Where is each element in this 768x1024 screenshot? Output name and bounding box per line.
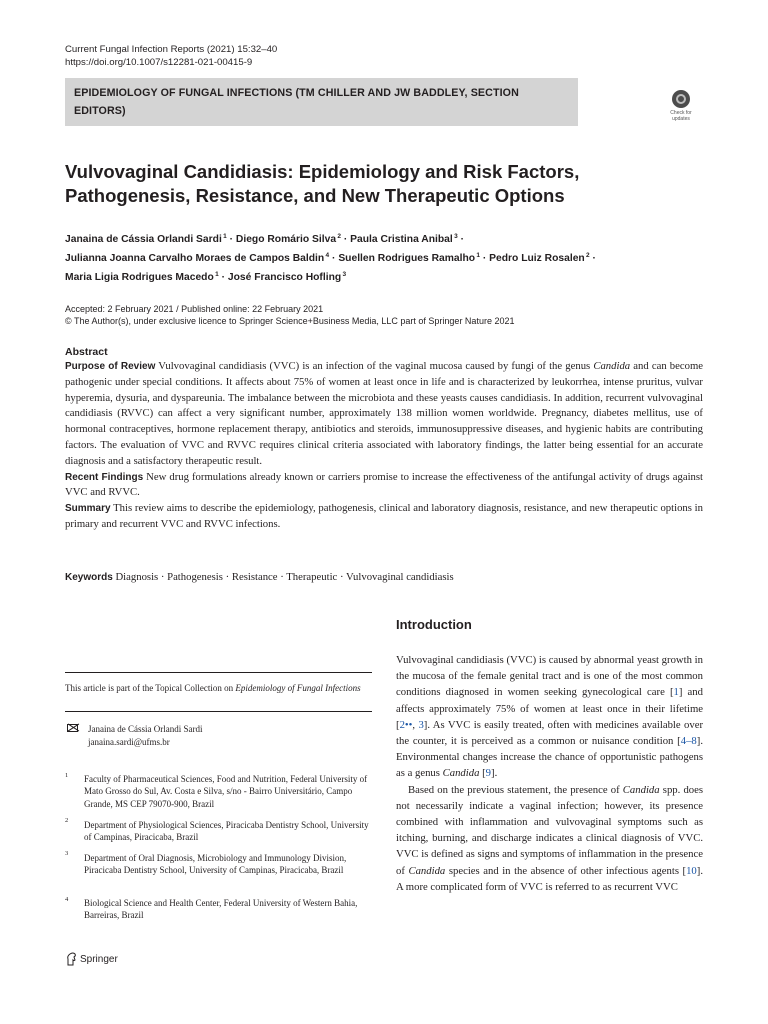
affiliation-text: Biological Science and Health Center, Federal University of Western Bahia, Barreiras, Brazil (84, 898, 358, 921)
author-name[interactable]: Paula Cristina Anibal (350, 234, 453, 245)
abstract-findings-label: Recent Findings (65, 471, 144, 483)
affiliation-text: Department of Oral Diagnosis, Microbiology and Immunology Division, Piracicaba Dentistry School, University of Campinas, Piracicaba, Brazil (84, 853, 347, 876)
article-title: Vulvovaginal Candidiasis: Epidemiology and Risk Factors, Pathogenesis, Resistance, and New Therapeutic Options (65, 161, 580, 206)
springer-horse-icon (65, 952, 78, 966)
footnote-divider (65, 711, 372, 712)
corresponding-author-email[interactable]: janaina.sardi@ufms.br (88, 737, 170, 747)
abstract-body (65, 359, 703, 533)
publisher-name: Springer (80, 954, 118, 965)
citation-link[interactable]: 1 (673, 686, 679, 699)
topical-collection-link[interactable]: Epidemiology of Fungal Infections (235, 683, 361, 693)
affiliation-number: 1 (65, 772, 69, 779)
copyright-line (65, 315, 514, 327)
keywords (65, 570, 665, 585)
crossmark-ring (676, 94, 686, 104)
paragraph: Vulvovaginal candidiasis (VVC) is caused by abnormal yeast growth in the mucosa of the female genital tract and is one of the most common conditions diagnosed in women seeking gynecological care [1] and affects approximately 75% of women at least once in their lifetime [2••, 3]. As VVC is easily treated, often with medicines available over the counter, it is perceived as a common or nuisance condition [4–8]. Environmental changes increase the chance of opportunistic pathogens as a genus Candida [9]. (396, 654, 704, 780)
doi-link[interactable]: https://doi.org/10.1007/s12281-021-00415-9 (65, 57, 253, 68)
keywords-label: Keywords (65, 572, 113, 583)
abstract-heading: Abstract (65, 346, 108, 358)
author-affiliation-mark: 1 (476, 252, 480, 259)
copyright-icon: © (65, 316, 72, 326)
abstract-purpose: Purpose of Review Vulvovaginal candidiasis (VVC) is an infection of the vaginal mucosa caused by fungi of the genus Candida and can become pathogenic under special conditions. It affects about 75% of women at least once in life and is characterized by leukorrhea, intense pruritus, vulvar hyperemia, dysuria, and dyspareunia. The imbalance between the microbiota and these yeasts causes candidiasis. In addition, recurrent vulvovaginal candidiasis (RVVC) can affect a very significant number, approximately 138 million women worldwide. Pregnancy, diabetes mellitus, use of hormonal contraceptives, hormone replacement therapy, antibiotics and steroids, immunosuppressive diseases, and hygienic habits are contributing factors. The evaluation of VVC and RVVC requires clinical criteria associated with laboratory findings, the latter being essential for an accurate diagnosis and a satisfactory therapeutic result. (65, 360, 704, 467)
author-affiliation-mark: 1 (223, 233, 227, 240)
author-list: Janaina de Cássia Orlandi Sardi $^1$ · Diego Romário Silva $^2$ · Paula Cristina Anibal $^3$ · Julianna Joanna Carvalho Moraes de Campos Baldin $^4$ · Suellen Rodrigues Ramalho $^1$ · Pedro Luiz Rosalen $^2$ · Maria Ligia Rodrigues Macedo $^1$ · José Francisco Hofling $^3$ (65, 233, 596, 283)
author-affiliation-mark: 2 (337, 233, 341, 240)
citation-link[interactable]: 9 (485, 767, 492, 780)
author-name[interactable]: José Francisco Hofling (227, 272, 342, 283)
topical-collection-note: This article is part of the Topical Collection on Epidemiology of Fungal Infections (65, 683, 361, 693)
section-title: EPIDEMIOLOGY OF FUNGAL INFECTIONS (TM CHILLER AND JW BADDLEY, SECTION EDITORS) (74, 87, 519, 117)
corresponding-author-name: Janaina de Cássia Orlandi Sardi (88, 724, 203, 734)
author-affiliation-mark: 3 (454, 233, 458, 240)
affiliation-number: 4 (65, 896, 69, 903)
affiliation-text: Faculty of Pharmaceutical Sciences, Food and Nutrition, Federal University of Mato Grosso do Sul, Av. Costa e Silva, s/no - Bairro Universitário, Campo Grande, MS CEP 79070-900, Brazil (84, 774, 368, 809)
author-name[interactable]: Suellen Rodrigues Ramalho (338, 253, 476, 264)
affiliation-number: 3 (65, 850, 69, 857)
citation-link[interactable]: 4–8 (680, 735, 697, 748)
author-affiliation-mark: 2 (586, 252, 590, 259)
copyright-text: The Author(s), under exclusive licence to Springer Science+Business Media, LLC part of Springer Nature 2021 (73, 316, 515, 326)
citation-link[interactable]: 2•• (399, 718, 413, 731)
author-name[interactable]: Julianna Joanna Carvalho Moraes de Campos Baldin (65, 253, 325, 264)
introduction-body (396, 652, 703, 895)
abstract-purpose-label: Purpose of Review (65, 361, 156, 372)
author-affiliation-mark: 1 (215, 271, 219, 278)
affiliation-text: Department of Physiological Sciences, Piracicaba Dentistry School, University of Campinas, Piracicaba, Brazil (84, 820, 369, 843)
keywords-list: Diagnosis · Pathogenesis · Resistance · Therapeutic · Vulvovaginal candidiasis (115, 571, 454, 583)
abstract-summary-label: Summary (65, 503, 111, 515)
author-name[interactable]: Diego Romário Silva (235, 234, 337, 245)
author-name[interactable]: Janaina de Cássia Orlandi Sardi (65, 234, 222, 245)
citation-link[interactable]: 3 (418, 718, 424, 731)
author-name[interactable]: Pedro Luiz Rosalen (489, 253, 585, 264)
paragraph: Based on the previous statement, the presence of Candida spp. does not necessarily indicate a vaginal infection; however, its presence combined with inflammation and vulvovaginal symptoms such as itching, burning, and discharge indicates a clinical diagnosis of VVC. VVC is defined as signs and symptoms of inflammation in the presence of Candida species and in the absence of other infectious agents [10]. A more complicated form of VVC is referred to as recurrent VVC (396, 783, 704, 893)
crossmark-label: Check for updates (670, 110, 692, 122)
journal-citation: Current Fungal Infection Reports (2021) 15:32–40 (65, 44, 278, 55)
author-affiliation-mark: 3 (342, 271, 347, 278)
footnote-divider (65, 672, 372, 673)
abstract-findings: Recent Findings New drug formulations already known or carriers promise to increase the effectiveness of the antifungal activity of drugs against VVC and RVVC. (65, 470, 704, 499)
abstract-summary: Summary This review aims to describe the epidemiology, pathogenesis, clinical and laboratory diagnosis, resistance, and new therapeutic options in primary and recurrent VVC and RVVC infections. (65, 502, 703, 530)
citation-link[interactable]: 10 (686, 864, 697, 877)
author-name[interactable]: Maria Ligia Rodrigues Macedo (65, 272, 214, 283)
introduction-heading: Introduction (396, 617, 472, 632)
publication-dates: Accepted: 2 February 2021 / Published online: 22 February 2021 (65, 304, 324, 314)
affiliation-number: 2 (65, 817, 69, 824)
author-affiliation-mark: 4 (325, 252, 330, 259)
